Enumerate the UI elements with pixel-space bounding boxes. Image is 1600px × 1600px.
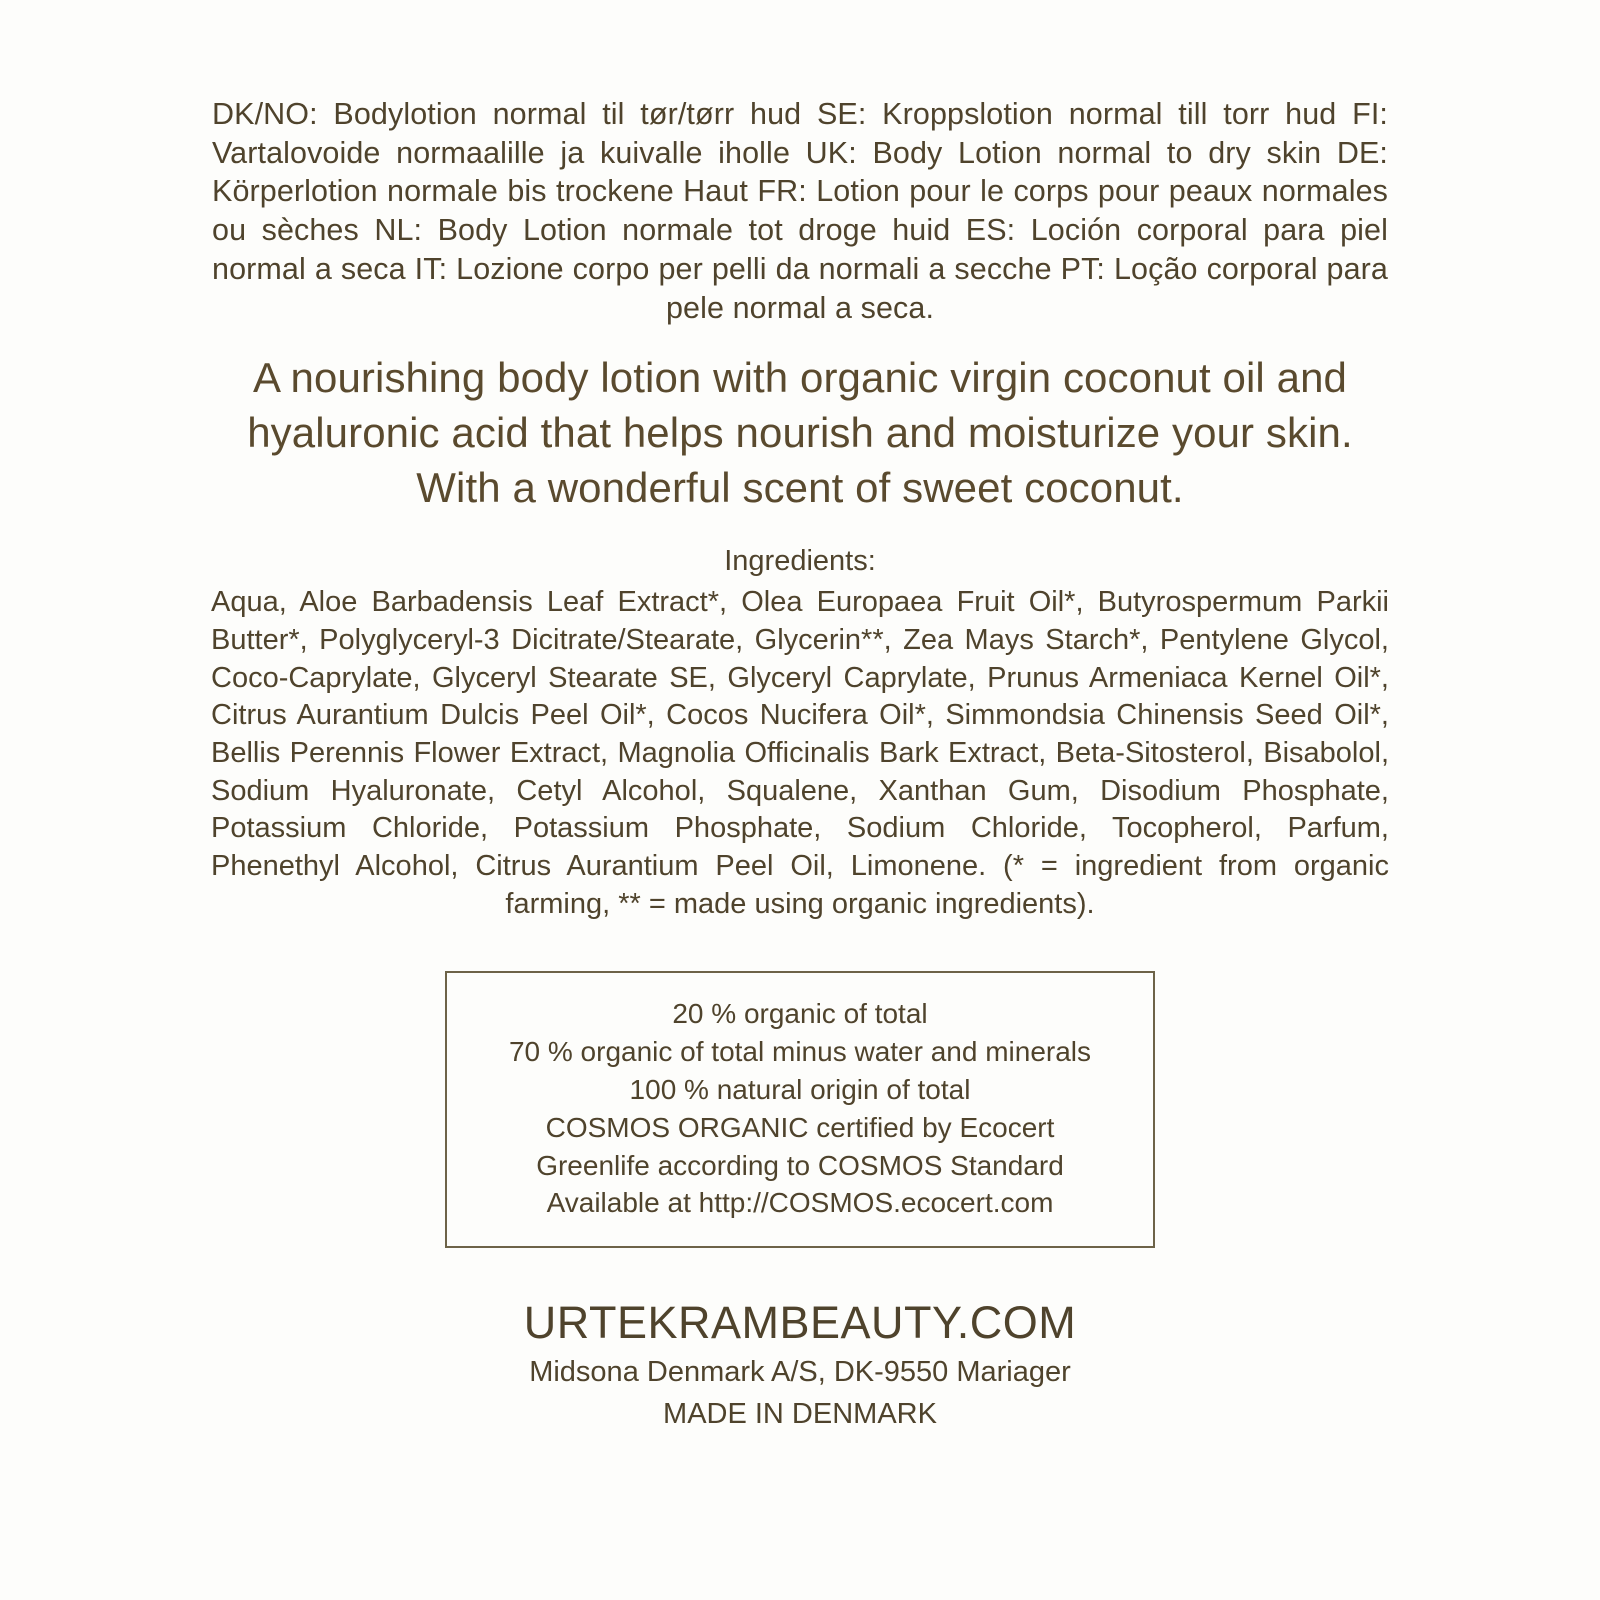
label-footer: [210, 1296, 1390, 1433]
country-of-origin: MADE IN DENMARK: [663, 1397, 937, 1430]
cosmos-certification-box: [445, 971, 1155, 1248]
ingredients-list: Aqua, Aloe Barbadensis Leaf Extract*, Olea Europaea Fruit Oil*, Butyrospermum Parkii Butter*, Polyglyceryl-3 Dicitrate/Stearate, Glycerin**, Zea Mays Starch*, Pentylene Glycol, Coco-Caprylate, Glyceryl Stearate SE, Glyceryl Caprylate, Prunus Armeniaca Kernel Oil*, Citrus Aurantium Dulcis Peel Oil*, Cocos Nucifera Oil*, Simmondsia Chinensis Seed Oil*, Bellis Perennis Flower Extract, Magnolia Officinalis Bark Extract, Beta-Sitosterol, Bisabolol, Sodium Hyaluronate, Cetyl Alcohol, Squalene, Xanthan Gum, Disodium Phosphate, Potassium Chloride, Potassium Phosphate, Sodium Chloride, Tocopherol, Parfum, Phenethyl Alcohol, Citrus Aurantium Peel Oil, Limonene. (* = ingredient from organic farming, ** = made using organic ingredients).: [211, 586, 1389, 920]
cosmos-availability-line: Available at http://COSMOS.ecocert.com: [546, 1187, 1054, 1219]
product-headline: A nourishing body lotion with organic virgin coconut oil and hyaluronic acid that helps nourish and moisturize your skin. With a wonderful scent of sweet coconut.: [247, 354, 1353, 511]
multilingual-product-description: DK/NO: Bodylotion normal til tør/tørr hud SE: Kroppslotion normal till torr hud FI: Vartalovoide normaalille ja kuivalle iholle UK: Body Lotion normal to dry skin DE: Körperlotion normale bis trockene Haut FR: Lotion pour le corps pour peaux normales ou sèches NL: Body Lotion normale tot droge huid ES: Loción corporal para piel normal a seca IT: Lozione corpo per pelli da normali a secche PT: Loção corporal para pele normal a seca.: [212, 97, 1388, 325]
cosmos-certified-line: COSMOS ORGANIC certified by Ecocert: [545, 1111, 1055, 1143]
organic-of-total-line: 20 % organic of total: [672, 998, 928, 1030]
ingredients-heading: Ingredients:: [724, 545, 876, 578]
company-address: Midsona Denmark A/S, DK-9550 Mariager: [529, 1356, 1071, 1389]
greenlife-standard-line: Greenlife according to COSMOS Standard: [536, 1149, 1064, 1181]
organic-minus-water-line: 70 % organic of total minus water and minerals: [508, 1036, 1092, 1068]
natural-origin-line: 100 % natural origin of total: [629, 1073, 971, 1105]
brand-website: URTEKRAMBEAUTY.COM: [523, 1297, 1077, 1349]
